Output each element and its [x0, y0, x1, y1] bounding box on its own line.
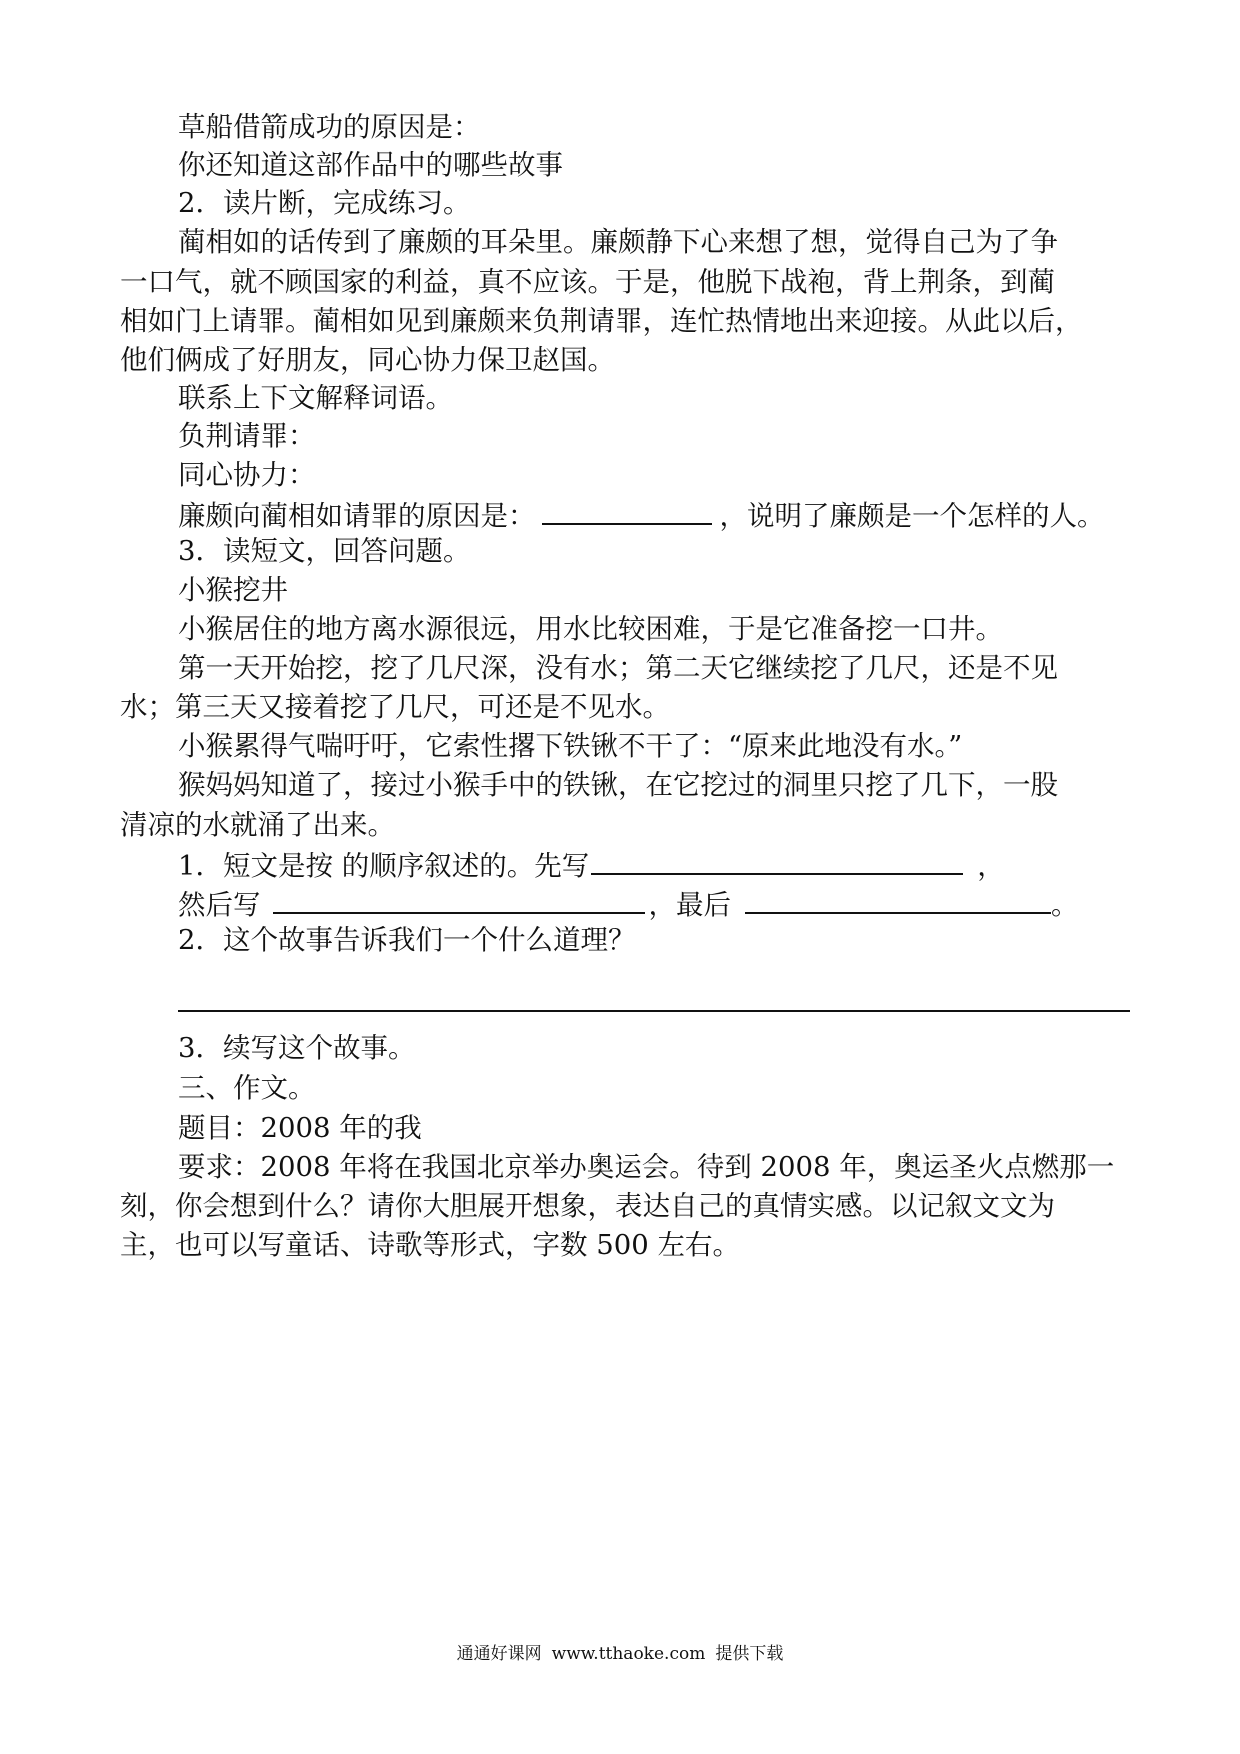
question-line: 草船借箭成功的原因是： — [178, 111, 481, 143]
question-line: 2．这个故事告诉我们一个什么道理？ — [178, 924, 636, 956]
question-line: 负荆请罪： — [178, 420, 316, 452]
question-text: ，说明了廉颇是一个怎样的人。 — [719, 500, 1105, 532]
passage-line: 小猴累得气喘吁吁，它索性撂下铁锹不干了：“原来此地没有水。” — [178, 730, 963, 762]
answer-blank[interactable] — [591, 843, 963, 875]
question-text: 1．短文是按 的顺序叙述的。先写 — [178, 850, 590, 882]
passage-line: 清凉的水就涌了出来。 — [120, 809, 395, 841]
section-heading: 3．读短文，回答问题。 — [178, 535, 471, 567]
passage-line: 他们俩成了好朋友，同心协力保卫赵国。 — [120, 344, 615, 376]
passage-line: 一口气，就不顾国家的利益，真不应该。于是，他脱下战袍，背上荆条，到蔺 — [120, 266, 1055, 298]
question-line: 你还知道这部作品中的哪些故事 — [178, 149, 563, 181]
passage-line: 蔺相如的话传到了廉颇的耳朵里。廉颇静下心来想了想，觉得自己为了争 — [178, 226, 1058, 258]
question-line: 同心协力： — [178, 459, 316, 491]
passage-line: 小猴居住的地方离水源很远，用水比较困难，于是它准备挖一口井。 — [178, 613, 1003, 645]
section-heading: 三、作文。 — [178, 1072, 316, 1104]
essay-requirement: 刻，你会想到什么？请你大胆展开想象，表达自己的真情实感。以记叙文文为 — [120, 1190, 1055, 1222]
passage-line: 猴妈妈知道了，接过小猴手中的铁锹，在它挖过的洞里只挖了几下，一股 — [178, 769, 1058, 801]
page-footer — [0, 1642, 1240, 1666]
answer-line[interactable] — [178, 1010, 1130, 1012]
section-heading: 2．读片断，完成练习。 — [178, 187, 471, 219]
passage-line: 相如门上请罪。蔺相如见到廉颇来负荆请罪，连忙热情地出来迎接。从此以后， — [120, 305, 1083, 337]
question-line: 3．续写这个故事。 — [178, 1032, 416, 1064]
question-text: ， — [977, 850, 1005, 882]
fill-in-question — [178, 882, 1130, 925]
answer-blank[interactable] — [745, 882, 1051, 914]
essay-requirement: 要求：2008 年将在我国北京举办奥运会。待到 2008 年，奥运圣火点燃那一 — [178, 1151, 1115, 1183]
question-text: ，最后 — [648, 889, 731, 921]
fill-in-question — [178, 493, 1130, 536]
question-text: 然后写 — [178, 889, 261, 921]
story-title: 小猴挖井 — [178, 574, 288, 606]
answer-blank[interactable] — [542, 493, 712, 525]
passage-line: 水；第三天又接着挖了几尺，可还是不见水。 — [120, 691, 670, 723]
question-text: 。 — [1051, 889, 1079, 921]
question-line: 联系上下文解释词语。 — [178, 382, 453, 414]
footer-url[interactable]: www.tthaoke.com — [551, 1644, 706, 1664]
essay-title: 题目：2008 年的我 — [178, 1112, 422, 1144]
footer-note: 提供下载 — [715, 1644, 784, 1664]
answer-blank[interactable] — [273, 882, 645, 914]
footer-site-name: 通通好课网 — [456, 1644, 542, 1664]
fill-in-question — [178, 843, 1130, 886]
essay-requirement: 主，也可以写童话、诗歌等形式，字数 500 左右。 — [120, 1229, 740, 1261]
passage-line: 第一天开始挖，挖了几尺深，没有水；第二天它继续挖了几尺，还是不见 — [178, 652, 1058, 684]
question-text: 廉颇向蔺相如请罪的原因是： — [178, 500, 536, 532]
